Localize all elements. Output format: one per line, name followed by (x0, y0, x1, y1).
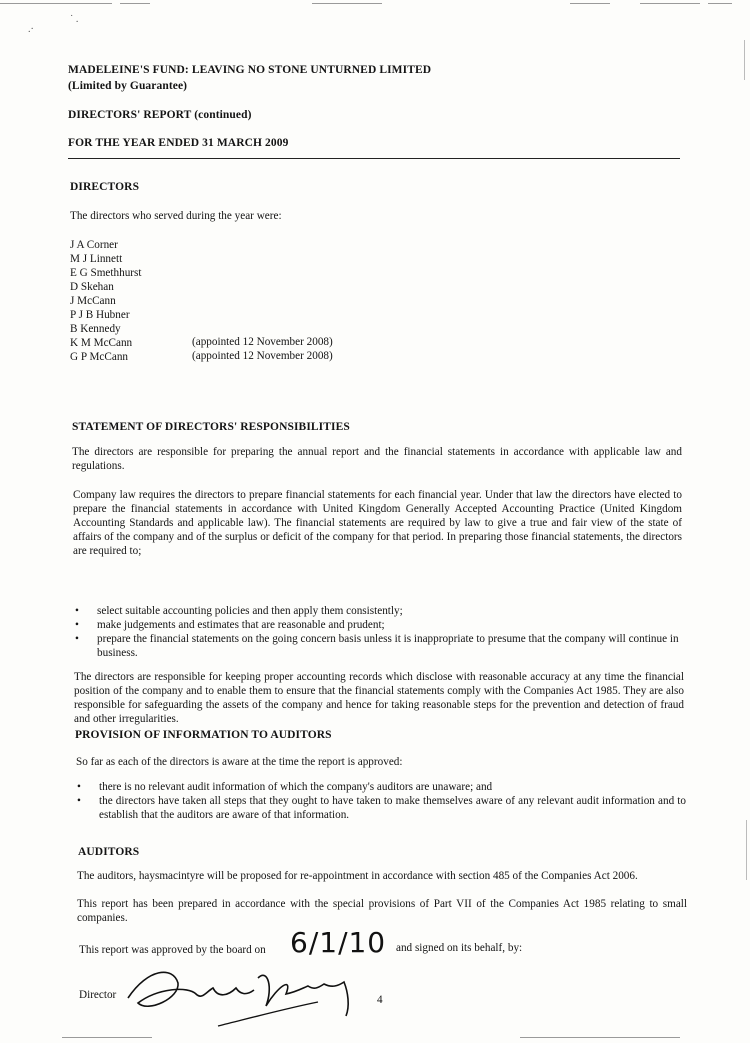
scan-artifact-edge (746, 820, 747, 880)
auditor-info-intro: So far as each of the directors is aware at the time the report is approved: (76, 756, 403, 768)
scan-specks: .· (28, 24, 34, 35)
header-rule (68, 158, 680, 159)
director-name: P J B Hubner (70, 309, 130, 321)
bullet-icon: • (77, 795, 81, 807)
responsibilities-paragraph: The directors are responsible for preparing the annual report and the financial statements in accordance with applicable law and regulations. (72, 446, 682, 472)
period-title: FOR THE YEAR ENDED 31 MARCH 2009 (68, 137, 289, 149)
approval-suffix: and signed on its behalf, by: (396, 942, 523, 954)
signature-image (118, 958, 378, 1030)
director-name: J A Corner (70, 239, 118, 251)
scan-specks: ˙ . (70, 14, 79, 25)
responsibilities-heading: STATEMENT OF DIRECTORS' RESPONSIBILITIES (72, 421, 350, 433)
auditors-paragraph: The auditors, haysmacintyre will be proposed for re-appointment in accordance with section 485 of the Companies Act 2006. (77, 870, 638, 882)
scan-artifact-line (570, 3, 610, 4)
bullet-icon: • (75, 633, 79, 645)
bullet-icon: • (75, 605, 79, 617)
scan-artifact-edge (744, 40, 745, 80)
company-subtitle: (Limited by Guarantee) (68, 80, 188, 92)
director-name: G P McCann (70, 351, 129, 363)
director-name: B Kennedy (70, 323, 121, 335)
director-appointment-note: (appointed 12 November 2008) (192, 350, 333, 362)
bullet-icon: • (75, 619, 79, 631)
scan-artifact-line (708, 3, 732, 4)
report-title: DIRECTORS' REPORT (continued) (68, 109, 252, 121)
auditors-paragraph: This report has been prepared in accordance with the special provisions of Part VII of the Companies Act 1985 relating to small companies. (77, 898, 687, 924)
directors-heading: DIRECTORS (70, 181, 140, 193)
responsibilities-paragraph: The directors are responsible for keeping proper accounting records which disclose with reasonable accuracy at any time the financial position of the company and to enable them to ensure that the financial statements comply with the Companies Act 1985. They are also responsible for safeguarding the assets of the company and hence for taking reasonable steps for the prevention and detection of fraud and other irregularities. (74, 671, 684, 725)
auditor-info-heading: PROVISION OF INFORMATION TO AUDITORS (75, 729, 332, 741)
scan-artifact-line (62, 1037, 152, 1038)
scan-artifact-line (640, 3, 700, 4)
company-name: MADELEINE'S FUND: LEAVING NO STONE UNTURNED LIMITED (68, 64, 432, 76)
director-signature-label: Director (79, 989, 117, 1001)
bullet-icon: • (77, 781, 81, 793)
approval-text: This report was approved by the board on (79, 944, 266, 956)
responsibilities-paragraph: Company law requires the directors to prepare financial statements for each financial year. Under that law the directors have elected to prepare the financial statements in accordance with United Kingdom Generally Accepted Accounting Practice (United Kingdom Accounting Standards and applicable law). The financial statements are required by law to give a true and fair view of the state of affairs of the company and of the surplus or deficit of the company for that period. In preparing those financial statements, the directors are required to; (73, 489, 682, 557)
director-name: M J Linnett (70, 253, 123, 265)
document-page: ˙ . .· MADELEINE'S FUND: LEAVING NO STONE UNTURNED LIMITED (Limited by Guarantee) DIRECTORS' REPORT (continued) FOR THE YEAR ENDED 31 MARCH 2009 DIRECTORS The directors who served during the year were: J A Corner M J Linnett E G Smethhurst D Skehan J McCann P J B Hubner B Kennedy K M McCann (appointed 12 November 2008) G P McCann (appointed 12 November 2008) STATEMENT OF DIRECTORS' RESPONSIBILITIES The directors are responsible for preparing the annual report and the financial statements in accordance with applicable law and regulations. Company law requires the directors to prepare financial statements for each financial year. Under that law the directors have elected to prepare the financial statements in accordance with United Kingdom Generally Accepted Accounting Practice (United Kingdom Accounting Standards and applicable law). The financial statements are required by law to give a true and fair view of the state of affairs of the company and of the surplus or deficit of the company for that period. In preparing those financial statements, the directors are required to; • select suitable accounting policies and then apply them consistently; • make judgements and estimates that are reasonable and prudent; • prepare the financial statements on the going concern basis unless it is inappropriate to presume that the company will continue in business. The directors are responsible for keeping proper accounting records which disclose with reasonable accuracy at any time the financial position of the company and to enable them to ensure that the financial statements comply with the Companies Act 1985. They are also responsible for safeguarding the assets of the company and hence for taking reasonable steps for the prevention and detection of fraud and other irregularities. PROVISION OF INFORMATION TO AUDITORS So far as each of the directors is aware at the time the report is approved: • there is no relevant audit information of which the company's auditors are unaware; and • the directors have taken all steps that they ought to have taken to make themselves aware of any relevant audit information and to establish that the auditors are aware of that information. AUDITORS The auditors, haysmacintyre will be proposed for re-appointment in accordance with section 485 of the Companies Act 2006. This report has been prepared in accordance with the special provisions of Part VII of the Companies Act 1985 relating to small companies. This report was approved by the board on 6/1/10 and signed on its behalf, by: Director 4 (0, 0, 750, 1043)
director-name: E G Smethhurst (70, 267, 142, 279)
directors-intro: The directors who served during the year were: (70, 210, 282, 222)
scan-artifact-line (312, 3, 382, 4)
director-name: K M McCann (70, 337, 133, 349)
auditors-heading: AUDITORS (78, 846, 140, 858)
handwritten-date: 6/1/10 (290, 926, 387, 959)
director-name: D Skehan (70, 281, 114, 293)
scan-artifact-line (520, 1037, 680, 1038)
scan-artifact-line (120, 3, 150, 4)
director-appointment-note: (appointed 12 November 2008) (192, 336, 333, 348)
page-number: 4 (377, 994, 383, 1006)
scan-artifact-line (0, 3, 112, 4)
director-name: J McCann (70, 295, 116, 307)
